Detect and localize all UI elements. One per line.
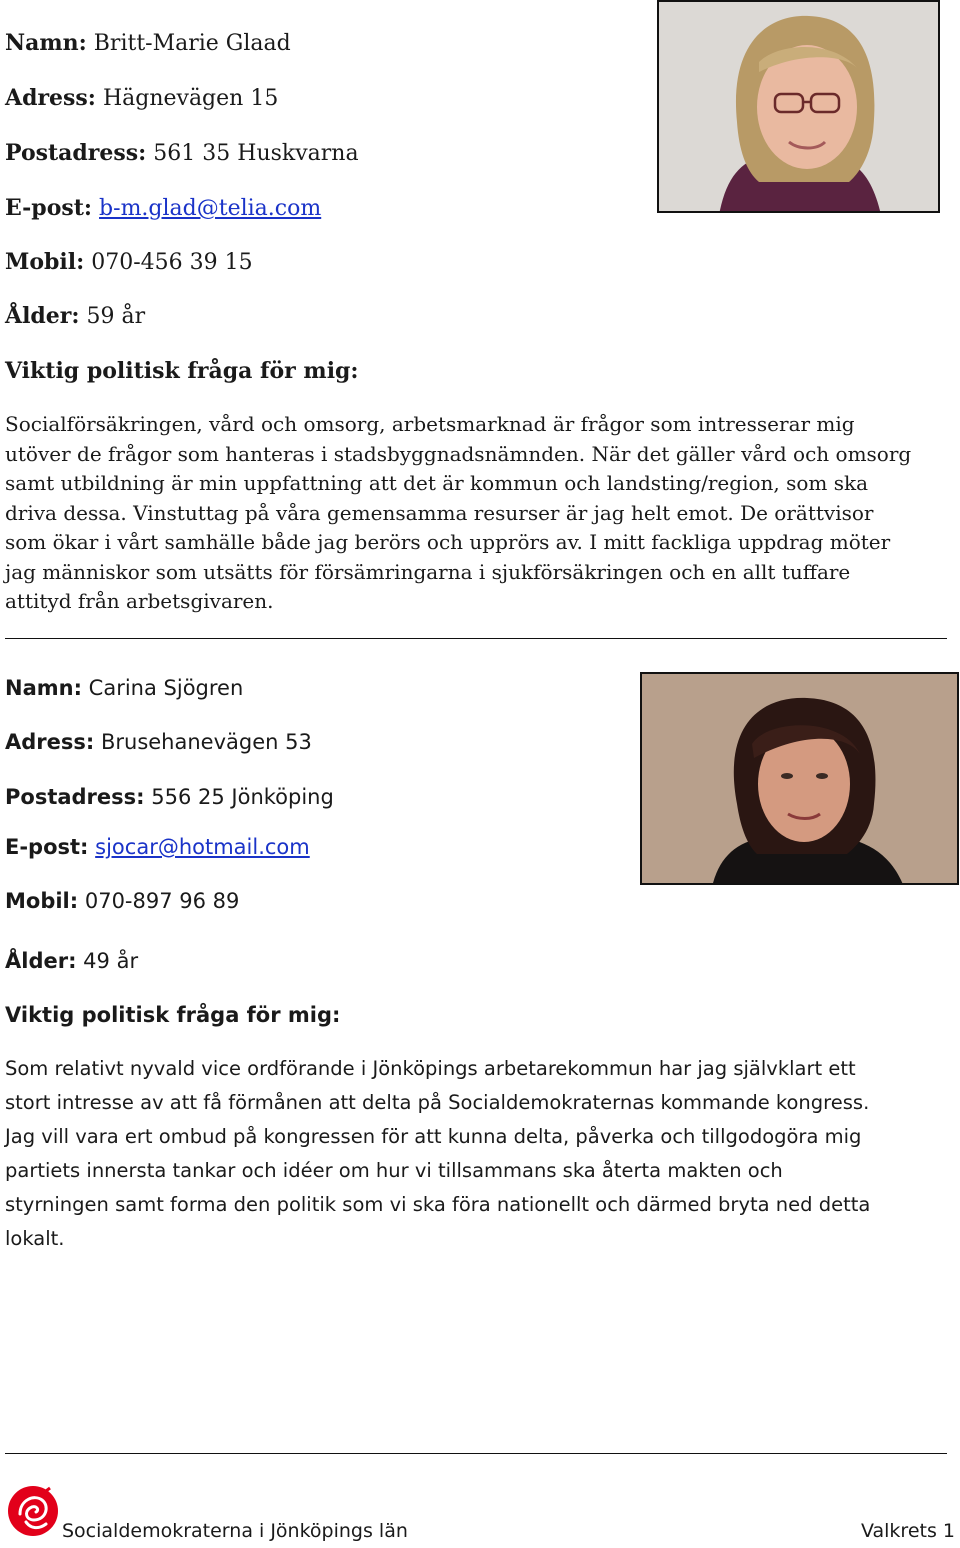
candidate-photo [657, 0, 940, 213]
address-field: Adress: Brusehanevägen 53 [5, 730, 312, 754]
portrait-image [659, 2, 940, 213]
footer-page-label: Valkrets 1 [860, 1520, 955, 1542]
issue-heading: Viktig politisk fråga för mig: [5, 1003, 341, 1027]
issue-paragraph: Socialförsäkringen, vård och omsorg, arbetsmarknad är frågor som intresserar mig utöver de frågor som hanteras i stadsbyggnadsnämnden. När det gäller vård och omsorg samt utbildning är min uppfattning att det är kommun och landsting/region, som ska driva dessa. Vinstuttag på våra gemensamma resurser är jag helt emot. De orättvisor som ökar i vårt samhälle både jag berörs och upprörs av. I mitt fackliga uppdrag möter jag människor som utsätts för försämringarna i sjukförsäkringen och en allt tuffare attityd från arbetsgivaren. [5, 412, 912, 613]
name-field: Namn: Carina Sjögren [5, 676, 244, 700]
portrait-image [642, 674, 959, 885]
email-field: E-post: sjocar@hotmail.com [5, 835, 310, 859]
issue-paragraph: Som relativt nyvald vice ordförande i Jönköpings arbetarekommun har jag självklart ett stort intresse av att få förmånen att delta på Socialdemokraternas kommande kongress. Jag vill vara ert ombud på kongressen för att kunna delta, påverka och tillgodogöra mig partiets innersta tankar och idéer om hur vi tillsammans ska återta makten och styrningen samt forma den politik som vi ska föra nationellt och därmed bryta ned detta lokalt. [5, 1057, 871, 1250]
footer-org-name: Socialdemokraterna i Jönköpings län [62, 1520, 408, 1542]
rose-logo-icon [6, 1484, 60, 1538]
email-link[interactable]: b-m.glad@telia.com [99, 196, 322, 221]
age-field: Ålder: 49 år [5, 949, 139, 973]
mobile-field: Mobil: 070-897 96 89 [5, 889, 240, 913]
mobile-field: Mobil: 070-456 39 15 [5, 249, 253, 275]
issue-heading: Viktig politisk fråga för mig: [5, 358, 359, 384]
email-link[interactable]: sjocar@hotmail.com [95, 835, 310, 859]
postal-field: Postadress: 561 35 Huskvarna [5, 140, 359, 166]
address-field: Adress: Hägnevägen 15 [5, 85, 279, 111]
candidate-photo [640, 672, 959, 885]
divider-line [5, 638, 947, 639]
name-field: Namn: Britt-Marie Glaad [5, 30, 291, 56]
footer-divider [5, 1453, 947, 1454]
postal-field: Postadress: 556 25 Jönköping [5, 785, 334, 809]
email-field: E-post: b-m.glad@telia.com [5, 195, 322, 221]
age-field: Ålder: 59 år [5, 303, 146, 329]
